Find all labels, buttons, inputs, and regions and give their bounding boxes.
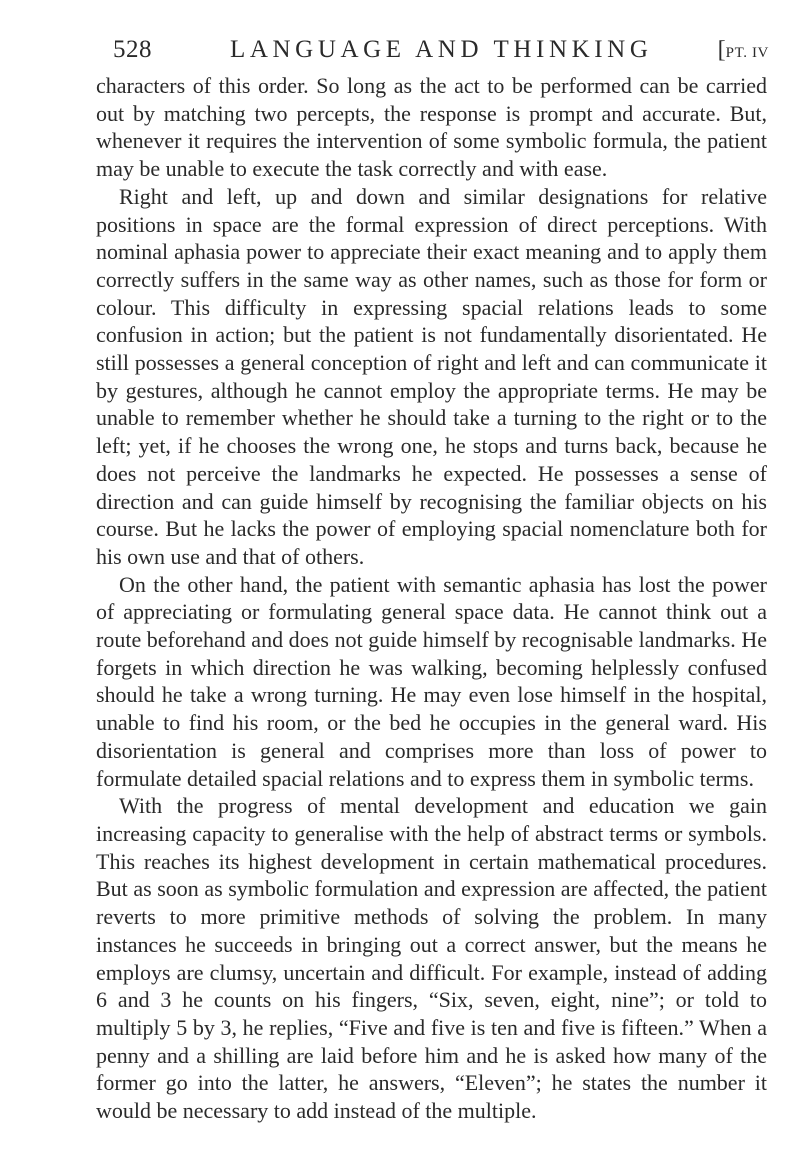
part-label-text: PT. IV bbox=[725, 45, 769, 61]
paragraph-continued: characters of this order. So long as the act to be performed can be carried out by matching two percepts, the response is prompt and accurate. But, whenever it requires the intervention of some symbolic formula, the patient may be unable to execute the task correctly and with ease. bbox=[96, 73, 767, 182]
part-label bbox=[718, 36, 769, 67]
book-page bbox=[95, 36, 767, 1125]
paragraph: With the progress of mental development and education we gain increasing capacity to generalise with the help of abstract terms or symbols. This reaches its highest development in certain mathematical procedures. But as soon as symbolic formulation and expression are affected, the patient reverts to more primitive methods of solving the problem. In many instances he succeeds in bringing out a correct answer, but the means he employs are clumsy, uncertain and difficult. For example, instead of adding 6 and 3 he counts on his fingers, “Six, seven, eight, nine”; or told to multiply 5 by 3, he replies, “Five and five is ten and five is fifteen.” When a penny and a shilling are laid before him and he is asked how many of the former go into the latter, he answers, “Eleven”; he states the number it would be necessary to add instead of the multiple. bbox=[96, 793, 767, 1124]
page-number: 528 bbox=[113, 36, 152, 63]
part-bracket: [ bbox=[717, 37, 726, 63]
paragraph: Right and left, up and down and similar designations for relative positions in space are the formal expression of direct perceptions. With nominal aphasia power to appreciate their exact meaning and to apply them correctly suffers in the same way as other names, such as those for form or colour. This difficulty in expressing spacial relations leads to some confusion in action; but the patient is not fundamentally disorientated. He still possesses a general conception of right and left and can communicate it by gestures, although he cannot employ the appropriate terms. He may be unable to remember whether he should take a turning to the right or to the left; yet, if he chooses the wrong one, he stops and turns back, because he does not perceive the landmarks he expected. He possesses a sense of direction and can guide himself by recognising the familiar objects on his course. But he lacks the power of employing spacial nomenclature both for his own use and that of others. bbox=[96, 183, 767, 569]
running-head bbox=[95, 36, 767, 64]
paragraph: On the other hand, the patient with semantic aphasia has lost the power of appreciating or formulating general space data. He cannot think out a route beforehand and does not guide himself by recognisable landmarks. He forgets in which direction he was walking, becoming helplessly confused should he take a wrong turning. He may even lose himself in the hospital, unable to find his room, or the bed he occupies in the general ward. His disorientation is general and comprises more than loss of power to formulate detailed spacial relations and to express them in symbolic terms. bbox=[96, 571, 767, 791]
body-text bbox=[95, 72, 767, 1125]
running-title: LANGUAGE AND THINKING bbox=[230, 36, 653, 63]
